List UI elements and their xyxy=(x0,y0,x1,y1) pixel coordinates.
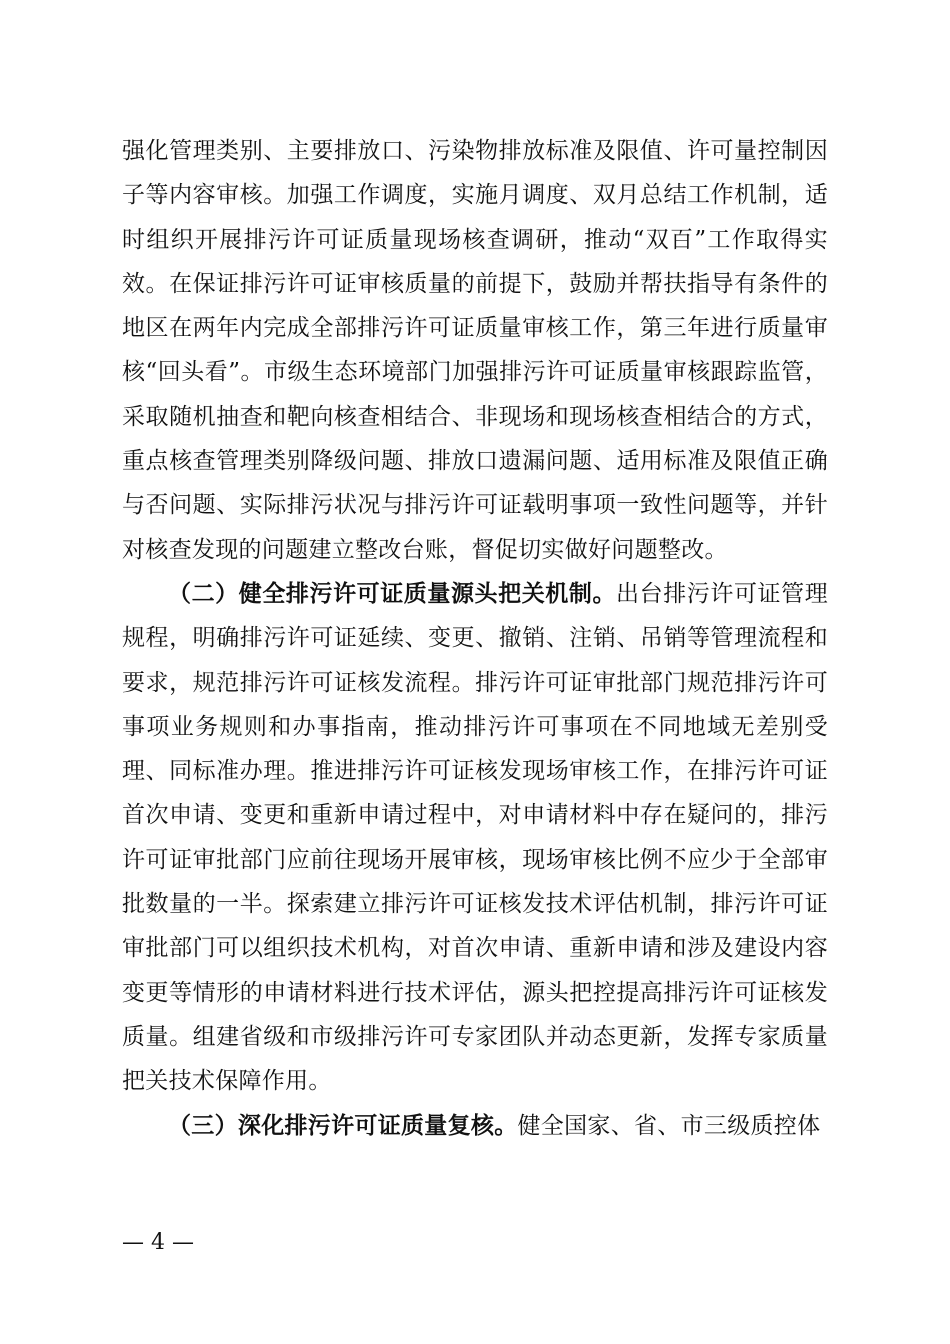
paragraph-section-2 xyxy=(122,572,828,1104)
section-heading-2: （二）健全排污许可证质量源头把关机制。 xyxy=(168,579,617,607)
document-body xyxy=(122,129,828,1148)
paragraph-continued xyxy=(122,129,828,572)
section-heading-3: （三）深化排污许可证质量复核。 xyxy=(168,1111,518,1139)
paragraph-text: 强化管理类别、主要排放口、污染物排放标准及限值、许可量控制因子等内容审核。加强工作调度，实施月调度、双月总结工作机制，适时组织开展排污许可证质量现场核查调研，推动“双百”工作取得实效。在保证排污许可证审核质量的前提下，鼓励并帮扶指导有条件的地区在两年内完成全部排污许可证质量审核工作，第三年进行质量审核“回头看”。市级生态环境部门加强排污许可证质量审核跟踪监管，采取随机抽查和靶向核查相结合、非现场和现场核查相结合的方式，重点核查管理类别降级问题、排放口遗漏问题、适用标准及限值正确与否问题、实际排污状况与排污许可证载明事项一致性问题等，并针对核查发现的问题建立整改台账，督促切实做好问题整改。 xyxy=(122,138,828,563)
paragraph-section-3 xyxy=(122,1104,828,1148)
paragraph-text: 健全国家、省、市三级质控体 xyxy=(517,1112,821,1139)
page-number: — 4 — xyxy=(122,1230,194,1255)
paragraph-text: 出台排污许可证管理规程，明确排污许可证延续、变更、撤销、注销、吊销等管理流程和要求，规范排污许可证核发流程。排污许可证审批部门规范排污许可事项业务规则和办事指南，推动排污许可事项在不同地域无差别受理、同标准办理。推进排污许可证核发现场审核工作，在排污许可证首次申请、变更和重新申请过程中，对申请材料中存在疑问的，排污许可证审批部门应前往现场开展审核，现场审核比例不应少于全部审批数量的一半。探索建立排污许可证核发技术评估机制，排污许可证审批部门可以组织技术机构，对首次申请、重新申请和涉及建设内容变更等情形的申请材料进行技术评估，源头把控提高排污许可证核发质量。组建省级和市级排污许可专家团队并动态更新，发挥专家质量把关技术保障作用。 xyxy=(122,580,828,1095)
